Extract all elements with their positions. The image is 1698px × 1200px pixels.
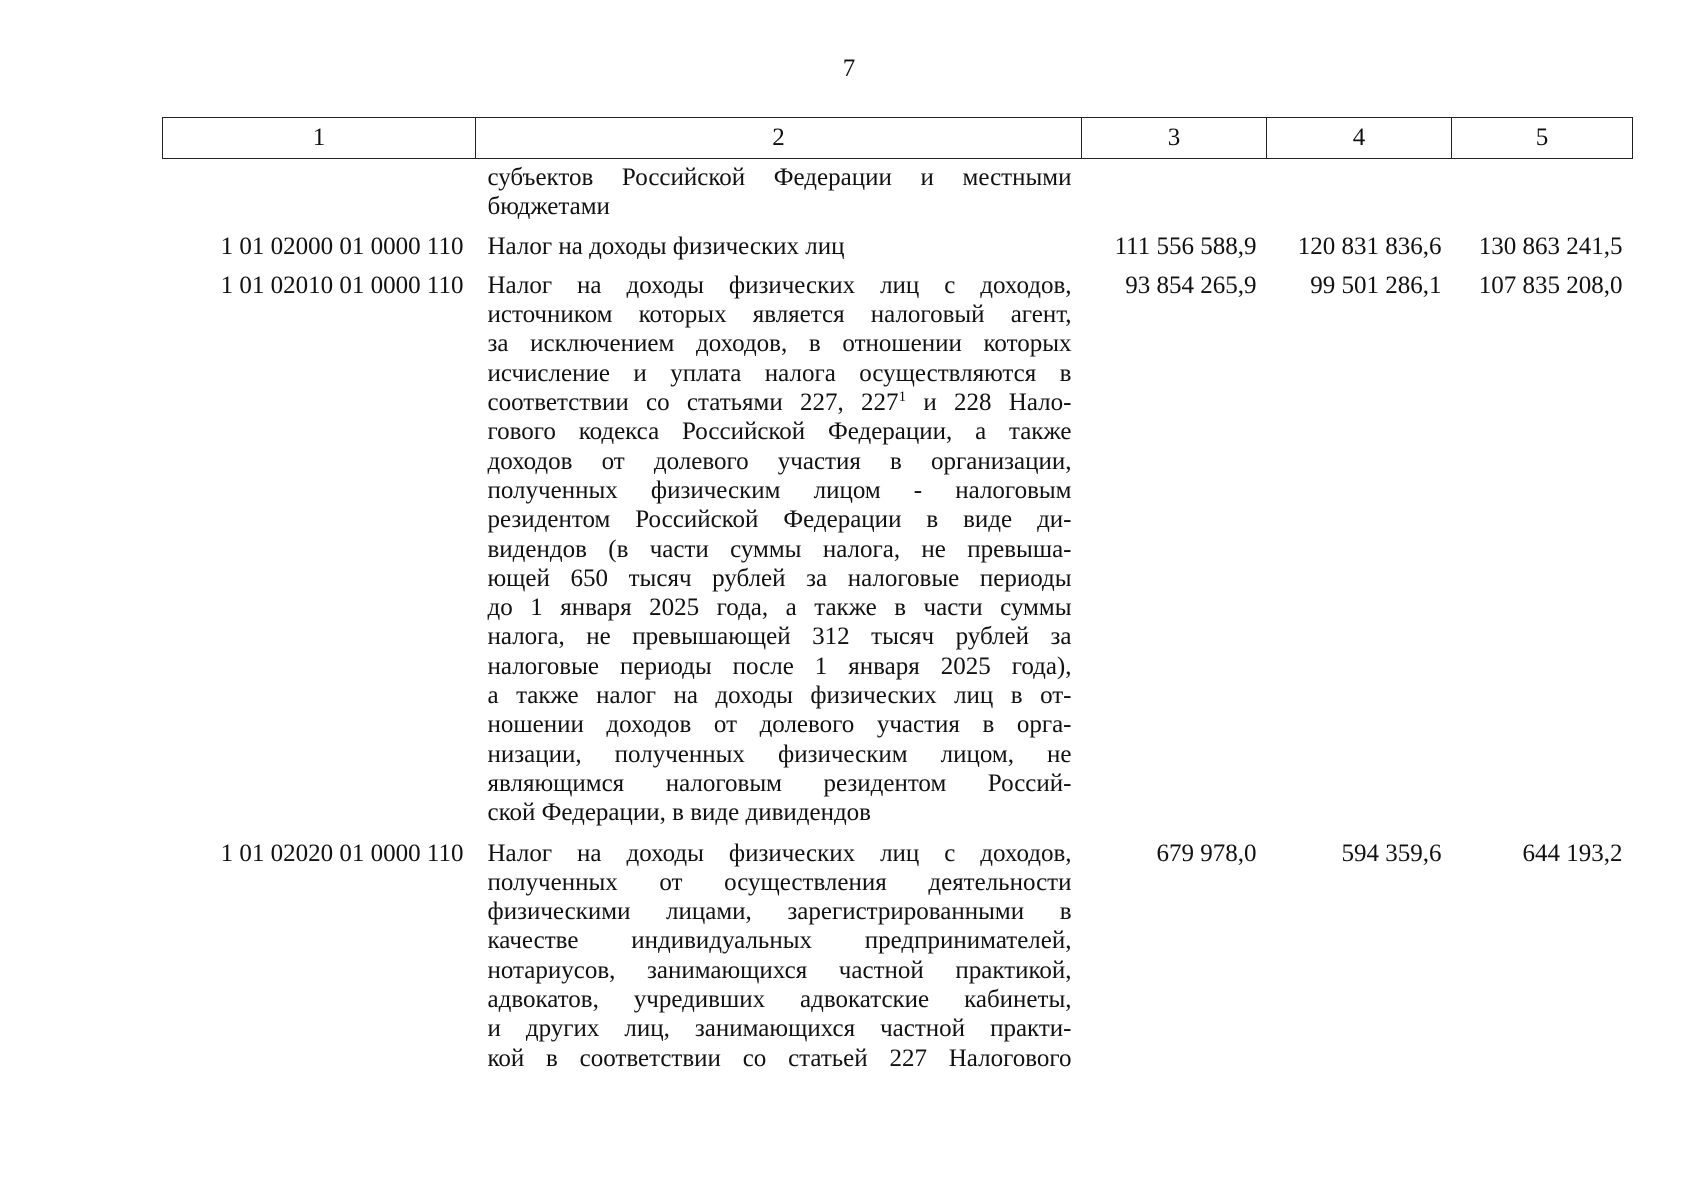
- description-line: гового кодекса Российской Федерации, а также: [487, 418, 1072, 446]
- value-cell-col5: 644 193,2: [1522, 839, 1623, 867]
- column-header-5: 5: [1452, 118, 1633, 159]
- description-line: являющимся налоговым резидентом Россий-: [487, 769, 1072, 797]
- value-cell-col3: 93 854 265,9: [1125, 271, 1257, 299]
- description-line: а также налог на доходы физических лиц в от-: [487, 682, 1072, 710]
- column-header-1: 1: [163, 118, 476, 159]
- description-line: качестве индивидуальных предпринимателей,: [487, 927, 1072, 955]
- description-line: адвокатов, учредивших адвокатские кабинеты,: [487, 986, 1072, 1014]
- value-cell-col3: [1082, 159, 1267, 222]
- value-cell-col4: 120 831 836,6: [1297, 232, 1442, 260]
- description-line: бюджетами: [487, 193, 610, 221]
- description-line: Налог на доходы физических лиц с доходов,: [487, 271, 1072, 299]
- description-line: Налог на доходы физических лиц: [487, 232, 845, 260]
- description-line: налога, не превышающей 312 тысяч рублей за: [487, 623, 1072, 651]
- description-line: источником которых является налоговый агент,: [487, 301, 1072, 329]
- description-line: полученных от осуществления деятельности: [487, 868, 1072, 896]
- description-line: доходов от долевого участия в организации,: [487, 447, 1072, 475]
- budget-code-cell: 1 01 02000 01 0000 110: [220, 232, 464, 260]
- description-line: кой в соответствии со статьей 227 Налогового: [487, 1044, 1072, 1072]
- description-line: налоговые периоды после 1 января 2025 года),: [487, 652, 1072, 680]
- table-row: [163, 261, 1633, 828]
- description-cell: [476, 222, 1082, 261]
- description-text: и 228 Нало-: [906, 389, 1072, 417]
- table-row: [163, 222, 1633, 261]
- value-cell-col5: [1452, 159, 1633, 222]
- description-line: резидентом Российской Федерации в виде ди-: [487, 506, 1072, 534]
- table-row-continuation: [163, 159, 1633, 222]
- description-cell: [476, 828, 1082, 1073]
- description-line: за исключением доходов, в отношении которых: [487, 330, 1072, 358]
- description-cell: [476, 159, 1082, 222]
- description-line: ской Федерации, в виде дивидендов: [487, 799, 871, 827]
- description-line-with-superscript: [488, 388, 1072, 417]
- value-cell-col5: 130 863 241,5: [1478, 232, 1623, 260]
- revenue-table: [162, 117, 1633, 1073]
- description-cell: [476, 261, 1082, 828]
- table-row: [163, 828, 1633, 1073]
- description-text: соответствии со статьями 227, 227: [487, 389, 899, 417]
- description-line: ношении доходов от долевого участия в орга-: [487, 711, 1072, 739]
- description-line: до 1 января 2025 года, а также в части суммы: [487, 594, 1072, 622]
- value-cell-col4: 594 359,6: [1341, 839, 1442, 867]
- description-line: нотариусов, занимающихся частной практикой,: [487, 956, 1072, 984]
- value-cell-col3: 679 978,0: [1156, 839, 1257, 867]
- value-cell-col4: 99 501 286,1: [1310, 271, 1442, 299]
- description-line: исчисление и уплата налога осуществляются в: [487, 359, 1072, 387]
- column-header-3: 3: [1082, 118, 1267, 159]
- description-line: видендов (в части суммы налога, не превыша-: [487, 535, 1072, 563]
- description-line: полученных физическим лицом - налоговым: [487, 476, 1072, 504]
- description-line: низации, полученных физическим лицом, не: [487, 740, 1072, 768]
- code-cell: [163, 159, 476, 222]
- description-line: Налог на доходы физических лиц с доходов,: [487, 839, 1072, 867]
- column-header-2: 2: [476, 118, 1082, 159]
- article-superscript: 1: [898, 389, 907, 406]
- budget-code-cell: 1 01 02020 01 0000 110: [220, 839, 464, 867]
- description-line: субъектов Российской Федерации и местными: [487, 164, 1072, 191]
- value-cell-col3: 111 556 588,9: [1114, 232, 1257, 260]
- value-cell-col4: [1267, 159, 1452, 222]
- description-line: физическими лицами, зарегистрированными в: [487, 898, 1072, 926]
- page-number: 7: [842, 55, 856, 82]
- budget-code-cell: 1 01 02010 01 0000 110: [220, 271, 464, 299]
- description-line: и других лиц, занимающихся частной практи-: [487, 1015, 1072, 1043]
- column-header-4: 4: [1267, 118, 1452, 159]
- value-cell-col5: 107 835 208,0: [1478, 271, 1623, 299]
- description-line: ющей 650 тысяч рублей за налоговые периоды: [487, 564, 1072, 592]
- column-number-header-row: [163, 118, 1633, 159]
